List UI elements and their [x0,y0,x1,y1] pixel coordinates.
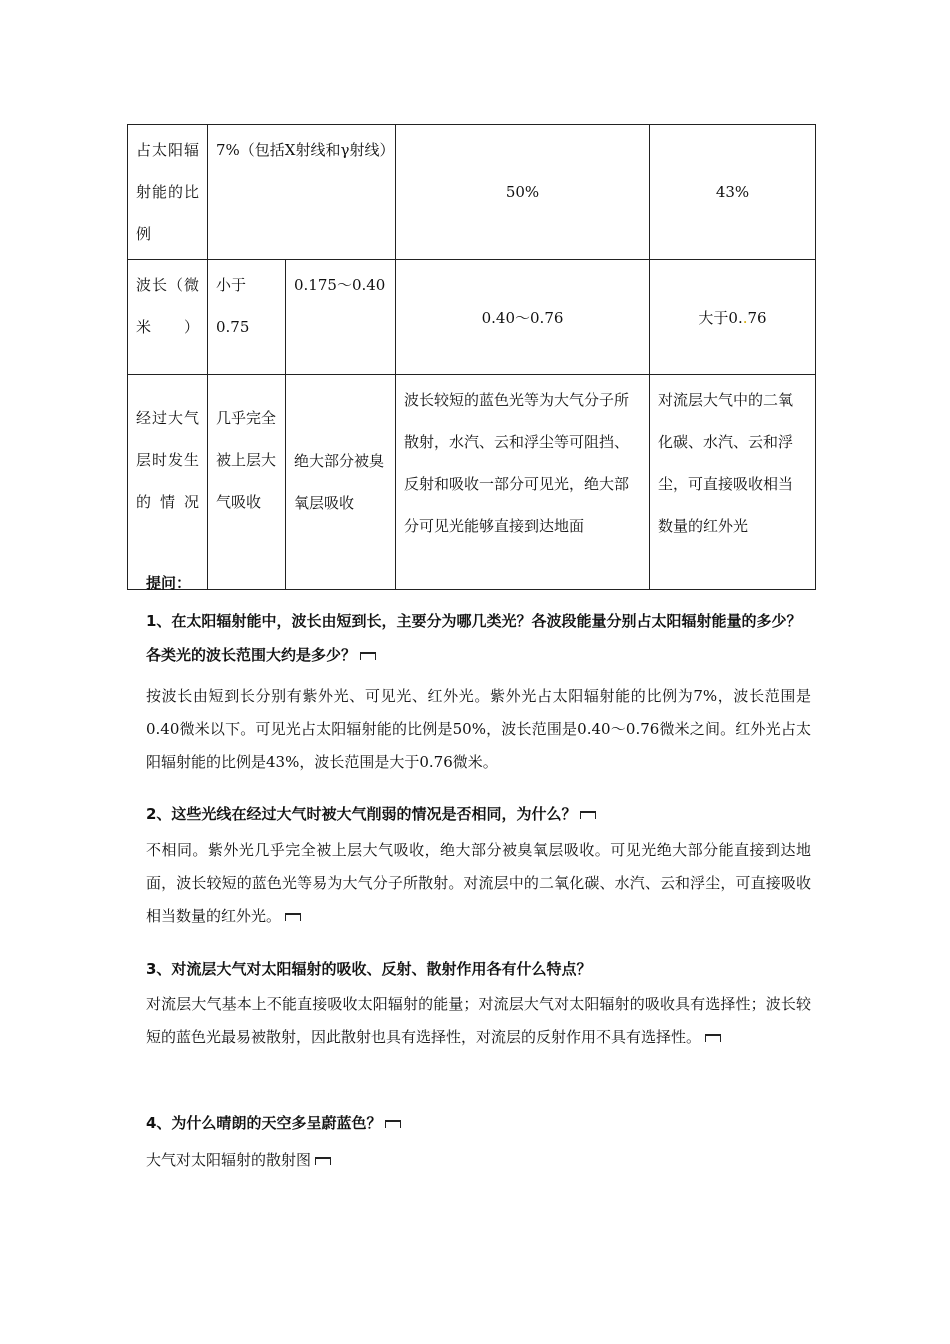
edit-mark-icon [315,1157,331,1165]
question-2-text: 2、这些光线在经过大气时被大气削弱的情况是否相同，为什么？ [146,805,577,823]
answer-3 [146,988,811,1054]
question-1-text: 1、在太阳辐射能中，波长由短到长，主要分为哪几类光？各波段能量分别占太阳辐射能量的多少？各类光的波长范围大约是多少？ [146,612,802,664]
answer-2 [146,834,811,933]
caption-text: 大气对太阳辐射的散射图 [146,1151,312,1169]
cell-visible-share: 50% [396,125,650,260]
cell-uv-effect-a: 几乎完全被上层大气吸收 [208,375,286,590]
row-label-atmosphere-effect: 经过大气层时发生的情况 [128,375,208,590]
answer-1: 按波长由短到长分别有紫外光、可见光、红外光。紫外光占太阳辐射能的比例为7%，波长范围是0.40微米以下。可见光占太阳辐射能的比例是50%，波长范围是0.40～0.76微米之间。红外光占太阳辐射能的比例是43%，波长范围是大于0.76微米。 [146,687,811,771]
row-label-wavelength: 波长（微米） [128,260,208,375]
question-4 [146,1106,811,1140]
edit-mark-icon [705,1034,721,1042]
question-1 [146,604,811,672]
cell-uv-share: 7%（包括X射线和γ射线） [208,125,396,260]
table-row [128,260,816,375]
figure-caption [146,1144,811,1177]
edit-mark-icon [360,652,376,660]
edit-mark-icon [285,913,301,921]
cell-uv-effect-b: 绝大部分被臭氧层吸收 [286,375,396,590]
table-row [128,125,816,260]
cell-visible-effect: 波长较短的蓝色光等为大气分子所散射，水汽、云和浮尘等可阻挡、反射和吸收一部分可见光，绝大部分可见光能够直接到达地面 [396,375,650,590]
answer-2-text: 不相同。紫外光几乎完全被上层大气吸收，绝大部分被臭氧层吸收。可见光绝大部分能直接到达地面，波长较短的蓝色光等易为大气分子所散射。对流层中的二氧化碳、水汽、云和浮尘，可直接吸收相当数量的红外光。 [146,841,811,925]
solar-radiation-table [127,124,816,590]
question-2 [146,797,811,831]
cell-infrared-wavelength [650,260,816,375]
section-heading: 提问： [146,574,192,592]
cell-uv-wavelength-a: 小于0.75 [208,260,286,375]
infrared-wavelength-pre: 大于0. [698,308,743,327]
infrared-wavelength-dot: . [742,308,748,327]
infrared-wavelength-post: 76 [747,308,767,327]
answer-3-text: 对流层大气基本上不能直接吸收太阳辐射的能量；对流层大气对太阳辐射的吸收具有选择性；波长较短的蓝色光最易被散射，因此散射也具有选择性，对流层的反射作用不具有选择性。 [146,995,811,1046]
cell-infrared-share: 43% [650,125,816,260]
cell-uv-wavelength-b: 0.175～0.40 [286,260,396,375]
question-4-text: 4、为什么晴朗的天空多呈蔚蓝色？ [146,1114,382,1132]
cell-infrared-effect: 对流层大气中的二氧化碳、水汽、云和浮尘，可直接吸收相当数量的红外光 [650,375,816,590]
cell-visible-wavelength: 0.40～0.76 [396,260,650,375]
table-row [128,375,816,590]
question-3: 3、对流层大气对太阳辐射的吸收、反射、散射作用各有什么特点？ [146,960,592,978]
edit-mark-icon [580,811,596,819]
row-label-energy-share: 占太阳辐射能的比例 [128,125,208,260]
edit-mark-icon [385,1120,401,1128]
